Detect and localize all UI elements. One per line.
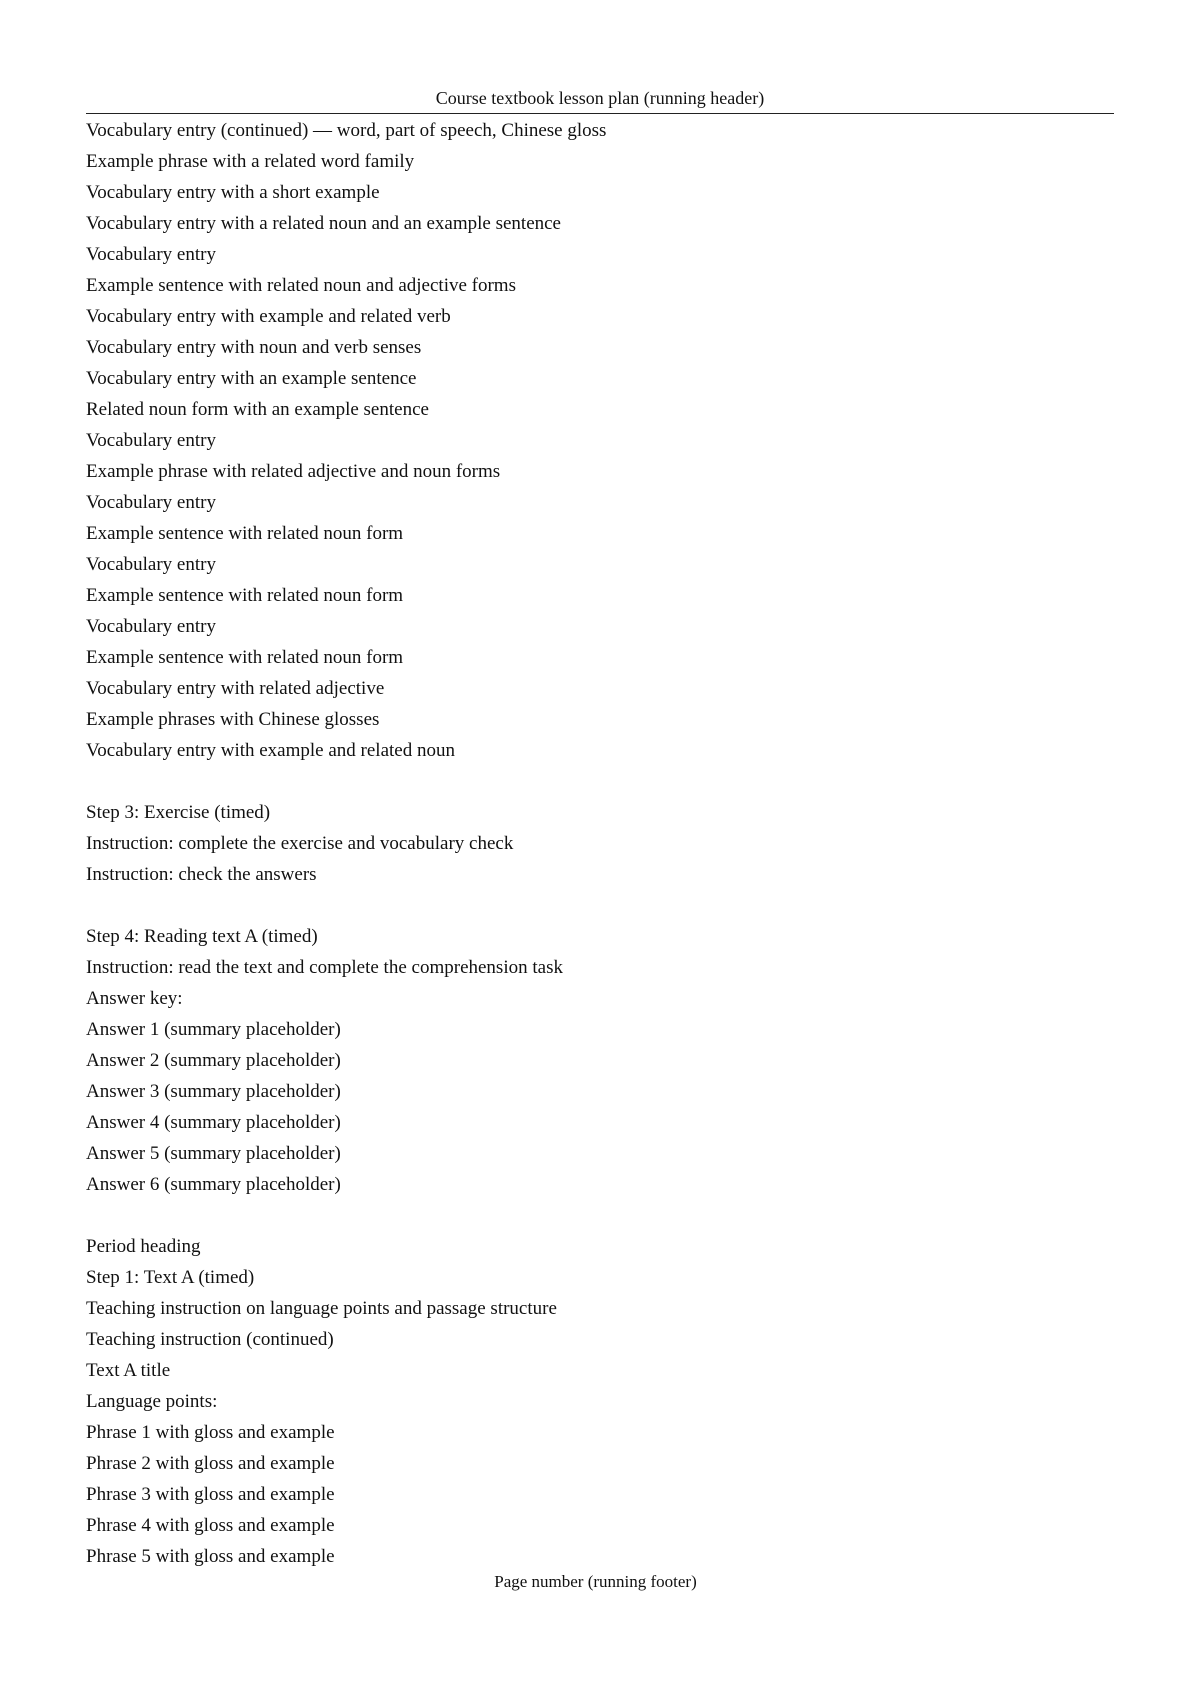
language-point: Phrase 5 with gloss and example bbox=[86, 1546, 335, 1567]
vocab-line: Vocabulary entry with a related noun and an example sentence bbox=[86, 213, 561, 234]
language-point: Phrase 1 with gloss and example bbox=[86, 1422, 335, 1443]
vocab-line: Vocabulary entry with example and related noun bbox=[86, 740, 455, 761]
vocab-line: Vocabulary entry with related adjective bbox=[86, 678, 385, 699]
vocab-line: Vocabulary entry with a short example bbox=[86, 182, 380, 203]
paragraph-gap bbox=[86, 766, 1114, 797]
answer-line: Answer 2 (summary placeholder) bbox=[86, 1050, 341, 1071]
vocab-line: Example phrase with a related word family bbox=[86, 151, 415, 172]
language-point: Phrase 2 with gloss and example bbox=[86, 1453, 335, 1474]
paragraph-gap bbox=[86, 1200, 1114, 1231]
page-header: Course textbook lesson plan (running header) bbox=[86, 88, 1114, 114]
vocab-line: Vocabulary entry bbox=[86, 616, 216, 637]
document-body bbox=[86, 115, 1114, 1572]
vocab-line: Vocabulary entry bbox=[86, 492, 216, 513]
vocab-line: Vocabulary entry bbox=[86, 244, 216, 265]
vocab-line: Example sentence with related noun form bbox=[86, 647, 404, 668]
answer-key-label: Answer key: bbox=[86, 988, 183, 1009]
vocab-line: Example sentence with related noun and adjective forms bbox=[86, 275, 516, 296]
step4-heading: Step 4: Reading text A (timed) bbox=[86, 926, 318, 947]
vocab-line: Example sentence with related noun form bbox=[86, 585, 404, 606]
vocab-line: Vocabulary entry with example and related verb bbox=[86, 306, 451, 327]
vocab-line: Example phrase with related adjective and noun forms bbox=[86, 461, 501, 482]
instruction-line: Teaching instruction on language points and passage structure bbox=[86, 1298, 557, 1319]
step4-intro: Instruction: read the text and complete the comprehension task bbox=[86, 957, 563, 978]
vocab-line: Vocabulary entry bbox=[86, 430, 216, 451]
vocab-line: Vocabulary entry with noun and verb senses bbox=[86, 337, 422, 358]
answer-line: Answer 5 (summary placeholder) bbox=[86, 1143, 341, 1164]
answer-line: Answer 6 (summary placeholder) bbox=[86, 1174, 341, 1195]
answer-line: Answer 3 (summary placeholder) bbox=[86, 1081, 341, 1102]
vocab-line: Vocabulary entry (continued) — word, part of speech, Chinese gloss bbox=[86, 120, 607, 141]
vocab-line: Vocabulary entry with an example sentence bbox=[86, 368, 417, 389]
language-point: Phrase 3 with gloss and example bbox=[86, 1484, 335, 1505]
answer-line: Answer 4 (summary placeholder) bbox=[86, 1112, 341, 1133]
language-points-label: Language points: bbox=[86, 1391, 218, 1412]
instruction-line: Teaching instruction (continued) bbox=[86, 1329, 334, 1350]
answer-line: Answer 1 (summary placeholder) bbox=[86, 1019, 341, 1040]
vocab-line: Vocabulary entry bbox=[86, 554, 216, 575]
period-heading: Period heading bbox=[86, 1236, 201, 1257]
step3-line: Instruction: complete the exercise and vocabulary check bbox=[86, 833, 514, 854]
vocab-line: Example phrases with Chinese glosses bbox=[86, 709, 380, 730]
step3-line: Instruction: check the answers bbox=[86, 864, 317, 885]
text-title: Text A title bbox=[86, 1360, 171, 1381]
paragraph-gap bbox=[86, 890, 1114, 921]
vocab-line: Example sentence with related noun form bbox=[86, 523, 404, 544]
step3-heading: Step 3: Exercise (timed) bbox=[86, 802, 271, 823]
page-footer: Page number (running footer) bbox=[494, 1572, 697, 1591]
period-step1: Step 1: Text A (timed) bbox=[86, 1267, 255, 1288]
language-point: Phrase 4 with gloss and example bbox=[86, 1515, 335, 1536]
vocab-line: Related noun form with an example sentence bbox=[86, 399, 429, 420]
